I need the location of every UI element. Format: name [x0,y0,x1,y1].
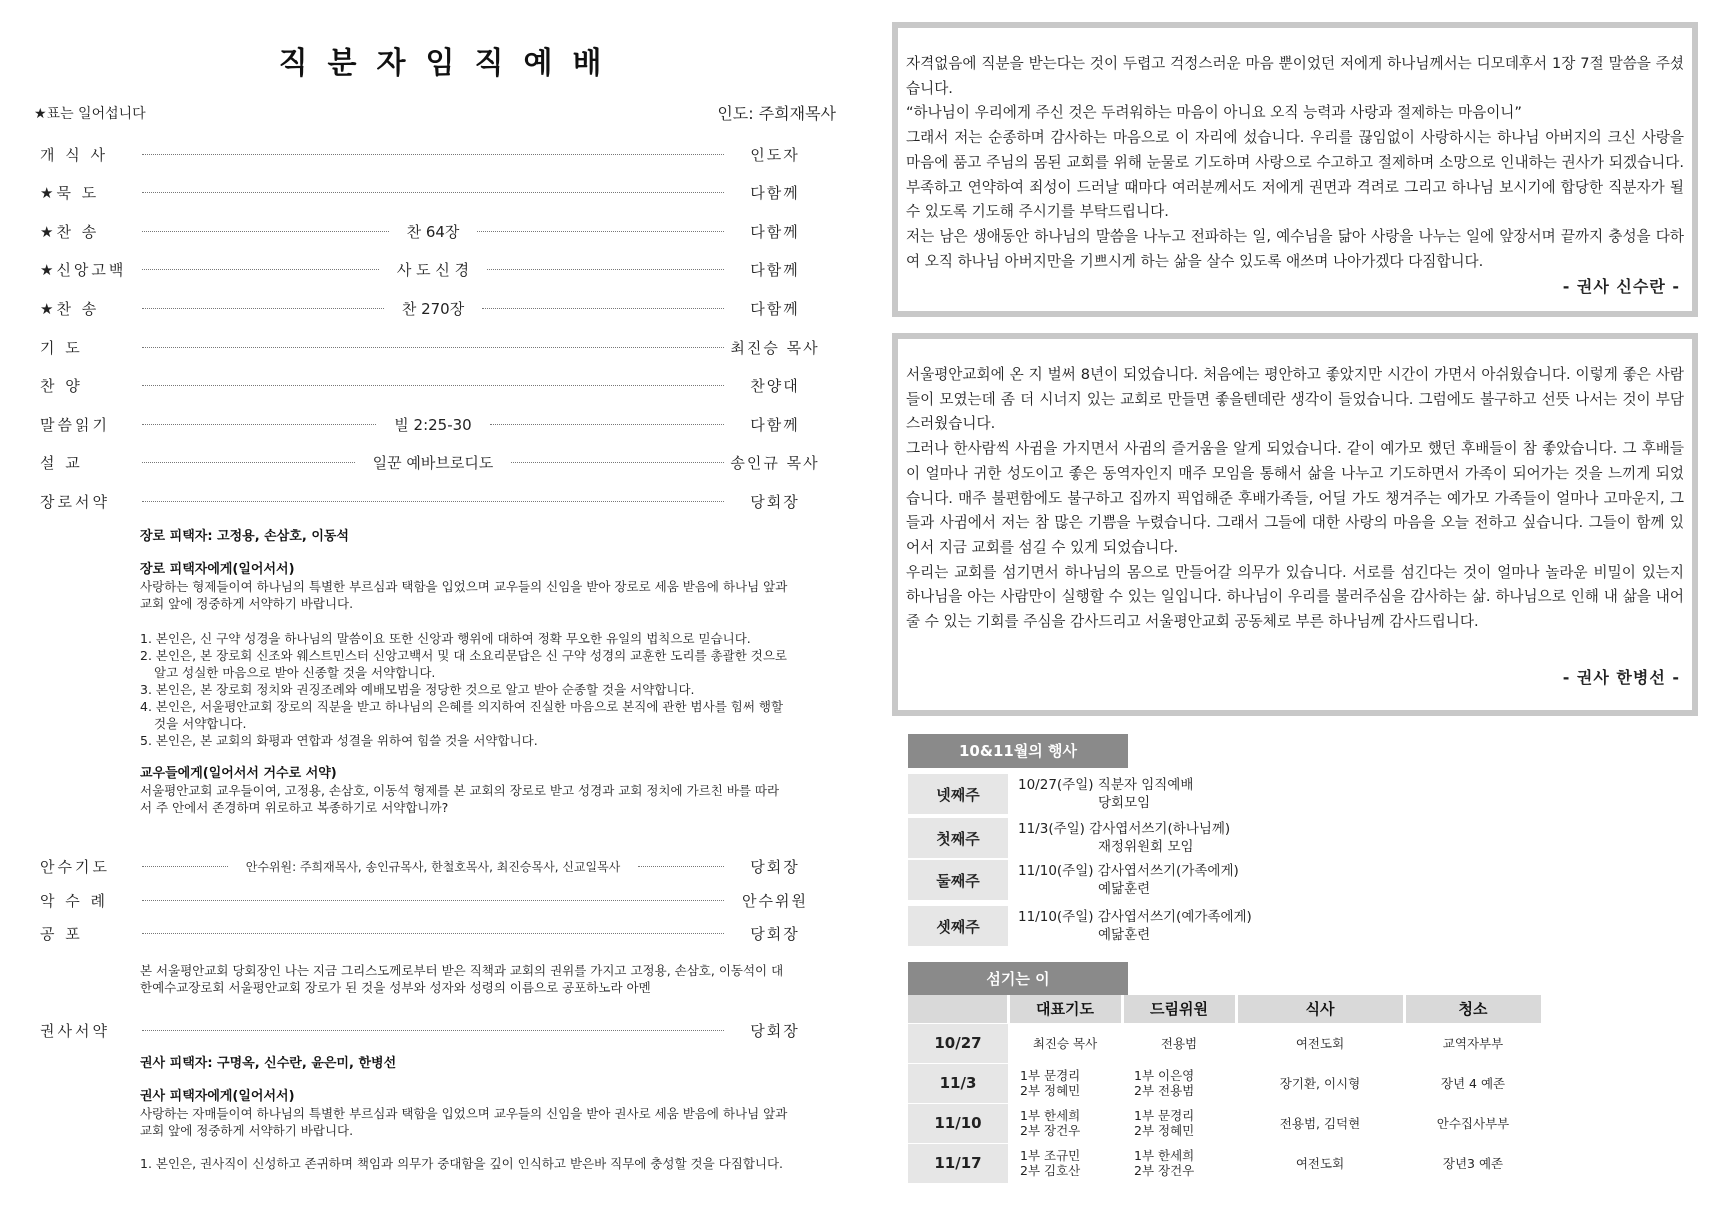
date-cell: 10/27 [908,1023,1008,1063]
event-week: 둘째주 [908,860,1008,900]
event-text [1018,862,1239,898]
list-item: 1. 본인은, 권사직이 신성하고 존귀하며 책임과 의무가 중대함을 깊이 인식하고 받은바 직무에 충성할 것을 다짐합니다. [140,1156,784,1171]
order-label: 장로서약 [40,492,110,511]
deaconess-to-candidates-text: 사랑하는 자매들이여 하나님의 특별한 부르심과 택함을 입었으며 교우들의 신임을 받아 권사로 세움 받음에 하나님 앞과 교회 앞에 정중하게 서약하기 바랍니다. [140,1106,788,1138]
clean-cell: 교역자부부 [1404,1023,1542,1063]
order-row [40,889,820,911]
order-who: 다함께 [750,415,800,434]
order-label: ★묵 도 [40,183,100,202]
leader-dots [142,192,724,193]
list-item: 5. 본인은, 본 교회의 화평과 연합과 성결을 위하여 힘쓸 것을 서약합니다. [140,733,538,748]
column-header [908,995,1008,1023]
order-row [40,451,820,473]
order-row [40,297,820,319]
signature: - 권사 한병선 - [1562,668,1680,687]
order-middle: 일꾼 예바브로디도 [372,453,494,472]
testimony-box-1 [892,22,1698,317]
leader-dots [142,385,724,386]
leader-dots [142,154,724,155]
order-who: 당회장 [750,492,800,511]
date-cell: 11/3 [908,1063,1008,1103]
deaconess-to-candidates-head: 권사 피택자에게(일어서서) [140,1089,295,1104]
event-line: 재정위원회 모임 [1098,839,1194,855]
prayer-cell [1008,1103,1122,1143]
order-label: 기 도 [40,338,83,357]
event-line: 예닮훈련 [1098,927,1151,943]
clean-cell: 장년 4 예존 [1404,1063,1542,1103]
table-row [908,1103,1542,1143]
leader-dots [638,866,724,867]
deaconess-vow-block [140,1055,790,1172]
order-label: ★신앙고백 [40,260,127,279]
order-row [40,413,820,435]
offering-line: 1부 이은영 [1134,1068,1195,1083]
elder-to-candidates-text: 사랑하는 형제들이여 하나님의 특별한 부르심과 택함을 입었으며 교우들의 신임을 받아 장로로 세움 받음에 하나님 앞과 교회 앞에 정중하게 서약하기 바랍니다. [140,579,788,611]
leader-dots [142,269,379,270]
event-line: 예닮훈련 [1098,881,1151,897]
order-row [40,1019,820,1041]
meal-cell: 장기환, 이시형 [1236,1063,1404,1103]
testimony-text [906,52,1684,274]
leader-dots [487,269,724,270]
paragraph: “하나님이 우리에게 주신 것은 두려워하는 마음이 아니요 오직 능력과 사랑과 절제하는 마음이니” [906,104,1522,122]
order-who: 다함께 [750,183,800,202]
column-header: 드림위원 [1122,995,1236,1023]
event-line: 11/3(주일) 감사엽서쓰기(하나님께) [1018,821,1231,837]
order-who: 당회장 [750,924,800,943]
prayer-line: 1부 조규민 [1020,1148,1081,1164]
testimony-box-2 [892,333,1698,716]
date-cell: 11/17 [908,1143,1008,1183]
meal-cell: 여전도회 [1236,1023,1404,1063]
order-who: 당회장 [750,1021,800,1040]
offering-cell [1122,1143,1236,1183]
list-item: 4. 본인은, 서울평안교회 장로의 직분을 받고 하나님의 은혜를 의지하여 진실한 마음으로 본직에 관한 범사를 힘써 행할 것을 서약합니다. [140,699,784,731]
event-row [908,774,1328,814]
event-line: 11/10(주일) 감사엽서쓰기(예가족에게) [1018,909,1252,925]
prayer-cell: 최진승 목사 [1008,1023,1122,1063]
leader-dots [482,308,724,309]
leader-dots [142,231,389,232]
order-label: 공 포 [40,924,83,943]
prayer-line: 1부 문경리 [1020,1068,1081,1083]
event-text [1018,820,1230,856]
leader-dots [477,231,724,232]
servers-table [908,995,1544,1183]
event-text [1018,776,1193,812]
elder-vow-block [140,528,790,816]
column-header: 식사 [1236,995,1404,1023]
offering-line: 1부 한세희 [1134,1148,1195,1164]
order-label: 찬 양 [40,376,83,395]
prayer-cell [1008,1143,1122,1183]
list-item: 1. 본인은, 신 구약 성경을 하나님의 말씀이요 또한 신앙과 행위에 대하여 정확 무오한 유일의 법칙으로 믿습니다. [140,631,751,646]
elder-to-congregation-text: 서울평안교회 교우들이여, 고정용, 손삼호, 이동석 형제를 본 교회의 장로로 받고 성경과 교회 정치에 가르친 바를 따라서 주 안에서 존경하며 위로하고 복종하기로 서약합니까? [140,783,780,815]
order-who: 당회장 [750,857,800,876]
event-row [908,906,1328,946]
order-row [40,490,820,512]
order-middle: 안수위원: 주희재목사, 송인규목사, 한철호목사, 최진승목사, 신교일목사 [245,859,621,874]
offering-line: 2부 정혜민 [1134,1123,1195,1138]
elder-to-candidates-head: 장로 피택자에게(일어서서) [140,562,295,577]
clean-cell: 장년3 예존 [1404,1143,1542,1183]
order-row [40,258,820,280]
order-row [40,922,820,944]
prayer-cell [1008,1063,1122,1103]
order-label: ★찬 송 [40,222,100,241]
leader-dots [142,308,384,309]
column-header: 청소 [1404,995,1542,1023]
proclamation: 본 서울평안교회 당회장인 나는 지금 그리스도께로부터 받은 직책과 교회의 권위를 가지고 고정용, 손삼호, 이동석이 대한예수교장로회 서울평안교회 장로가 된 것을 성부와 성자와 성령의 이름으로 공포하노라 아멘 [140,963,784,995]
elder-candidates: 장로 피택자: 고정용, 손삼호, 이동석 [140,529,349,544]
paragraph: 그러나 한사람씩 사귐을 가지면서 사귐의 즐거움을 알게 되었습니다. 같이 예가모 했던 후배들이 참 좋았습니다. 그 후배들이 얼마나 귀한 성도이고 좋은 동역자인지 매주 모임을 통해서 삶을 나누고 기도하면서 가족이 되어가는 것을 느끼게 되었습니다. 매주 불편함에도 불구하고 집까지 픽업해준 후배가족들, 어딜 가도 챙겨주는 예가모 가족들이 얼마나 고마운지, 그들과 사귐에서 저는 참 많은 기쁨을 누렸습니다. 그래서 그들에 대한 사랑의 마음을 오늘 전하고 싶습니다. 그들이 함께 있어서 지금 교회를 섬길 수 있게 되었습니다. [906,440,1684,556]
elder-vow-list [140,630,790,749]
leader-label: 인도: 주희재목사 [717,104,836,123]
table-row [908,1063,1542,1103]
leader-dots [142,347,724,348]
order-who: 찬양대 [750,376,800,395]
page-title: 직분자임직예배 [278,46,622,81]
order-who: 다함께 [750,222,800,241]
event-line: 당회모임 [1098,795,1151,811]
offering-cell [1122,1063,1236,1103]
event-row [908,860,1328,900]
order-who: 다함께 [750,299,800,318]
event-text [1018,908,1252,944]
order-row [40,220,820,242]
offering-cell [1122,1103,1236,1143]
prayer-line: 1부 한세희 [1020,1108,1081,1123]
leader-dots [142,1030,724,1031]
order-row [40,336,820,358]
leader-dots [142,933,724,934]
event-week: 넷째주 [908,774,1008,814]
paragraph: 저는 남은 생애동안 하나님의 말씀을 나누고 전파하는 일, 예수님을 닮아 사랑을 나누는 일에 앞장서며 끝까지 충성을 다하여 오직 하나님 아버지만을 기쁘시게 하는 삶을 살수 있도록 애쓰며 나아가겠다 다짐합니다. [906,227,1684,270]
order-who: 송인규 목사 [730,453,820,472]
table-row [908,1143,1542,1183]
order-label: 말씀읽기 [40,415,110,434]
leader-dots [142,424,376,425]
leader-dots [490,424,724,425]
deaconess-vow-list [140,1155,790,1172]
event-line: 10/27(주일) 직분자 임직예배 [1018,777,1194,793]
elder-to-congregation-head: 교우들에게(일어서서 거수로 서약) [140,766,337,781]
event-week: 첫째주 [908,818,1008,858]
event-row [908,818,1328,858]
order-who: 최진승 목사 [730,338,820,357]
servers-heading: 섬기는 이 [908,962,1128,996]
order-middle: 찬 64장 [406,222,460,241]
offering-cell: 전용범 [1122,1023,1236,1063]
order-middle: 찬 270장 [401,299,465,318]
leader-dots [142,900,724,901]
order-row [40,181,820,203]
prayer-line: 2부 장건우 [1020,1123,1081,1138]
prayer-line: 2부 정혜민 [1020,1083,1081,1098]
order-who: 안수위원 [742,891,808,910]
order-who: 다함께 [750,260,800,279]
event-week: 셋째주 [908,906,1008,946]
signature: - 권사 신수란 - [1562,277,1680,296]
paragraph: 자격없음에 직분을 받는다는 것이 두렵고 걱정스러운 마음 뿐이었던 저에게 하나님께서는 디모데후서 1장 7절 말씀을 주셨습니다. [906,55,1684,97]
order-row [40,374,820,396]
order-label: 악 수 례 [40,891,109,910]
order-who: 인도자 [750,145,800,164]
order-row [40,855,820,877]
column-header: 대표기도 [1008,995,1122,1023]
order-label: 개 식 사 [40,145,109,164]
events-heading: 10&11월의 행사 [908,734,1128,768]
leader-dots [142,866,228,867]
order-middle: 사 도 신 경 [396,260,470,279]
paragraph: 서울평안교회에 온 지 벌써 8년이 되었습니다. 처음에는 평안하고 좋았지만 시간이 가면서 아쉬웠습니다. 이렇게 좋은 사람들이 모였는데 좀 더 시너지 있는 교회로 만들면 좋을텐데란 생각이 들었습니다. 그럼에도 불구하고 선뜻 나서는 것이 부담스러웠습니다. [906,366,1684,433]
order-label: 안수기도 [40,857,110,876]
list-item: 3. 본인은, 본 장로회 정치와 권징조례와 예배모범을 정당한 것으로 알고 받아 순종할 것을 서약합니다. [140,682,695,697]
offering-line: 2부 장건우 [1134,1163,1195,1179]
leader-dots [511,462,724,463]
clean-cell: 안수집사부부 [1404,1103,1542,1143]
order-middle: 빌 2:25-30 [394,415,472,434]
order-label: ★찬 송 [40,299,100,318]
order-label: 권사서약 [40,1021,110,1040]
date-cell: 11/10 [908,1103,1008,1143]
leader-dots [142,501,724,502]
paragraph: 우리는 교회를 섬기면서 하나님의 몸으로 만들어갈 의무가 있습니다. 서로를 섬긴다는 것이 얼마나 놀라운 비밀이 있는지 하나님을 아는 사람만이 실행할 수 있는 일입니다. 하나님이 우리를 불러주심을 감사하는 삶. 하나님으로 인해 내 삶을 내어줄 수 있는 기회를 주심을 감사드리고 서울평안교회 공동체로 부른 하나님께 감사드립니다. [906,563,1684,631]
testimony-text [906,363,1684,635]
list-item: 2. 본인은, 본 장로회 신조와 웨스트민스터 신앙고백서 및 대 소요리문답은 신 구약 성경의 교훈한 도리를 총괄한 것으로 알고 성실한 마음으로 받아 신종할 것을 서약합니다. [140,648,788,680]
leader-dots [142,462,355,463]
stand-note: ★표는 일어섭니다 [34,106,146,122]
deaconess-candidates: 권사 피택자: 구명옥, 신수란, 윤은미, 한병선 [140,1056,397,1071]
paragraph: 그래서 저는 순종하며 감사하는 마음으로 이 자리에 섰습니다. 우리를 끊임없이 사랑하시는 하나님 아버지의 크신 사랑을 마음에 품고 주님의 몸된 교회를 위해 눈물로 기도하며 사랑으로 수고하고 절제하며 소망으로 인내하는 권사가 되겠습니다. 부족하고 연약하여 죄성이 드러날 때마다 여러분께서도 저에게 권면과 격려로 그리고 하나님 보시기에 합당한 직분자가 될 수 있도록 기도해 주시기를 부탁드립니다. [906,129,1684,221]
table-row [908,1023,1542,1063]
offering-line: 1부 문경리 [1134,1108,1195,1123]
table-header-row [908,995,1542,1023]
offering-line: 2부 전용범 [1134,1083,1195,1098]
event-line: 11/10(주일) 감사엽서쓰기(가족에게) [1018,863,1239,879]
order-label: 설 교 [40,453,83,472]
meal-cell: 여전도회 [1236,1143,1404,1183]
meal-cell: 전용범, 김덕현 [1236,1103,1404,1143]
order-row [40,143,820,165]
prayer-line: 2부 김호산 [1020,1163,1081,1179]
